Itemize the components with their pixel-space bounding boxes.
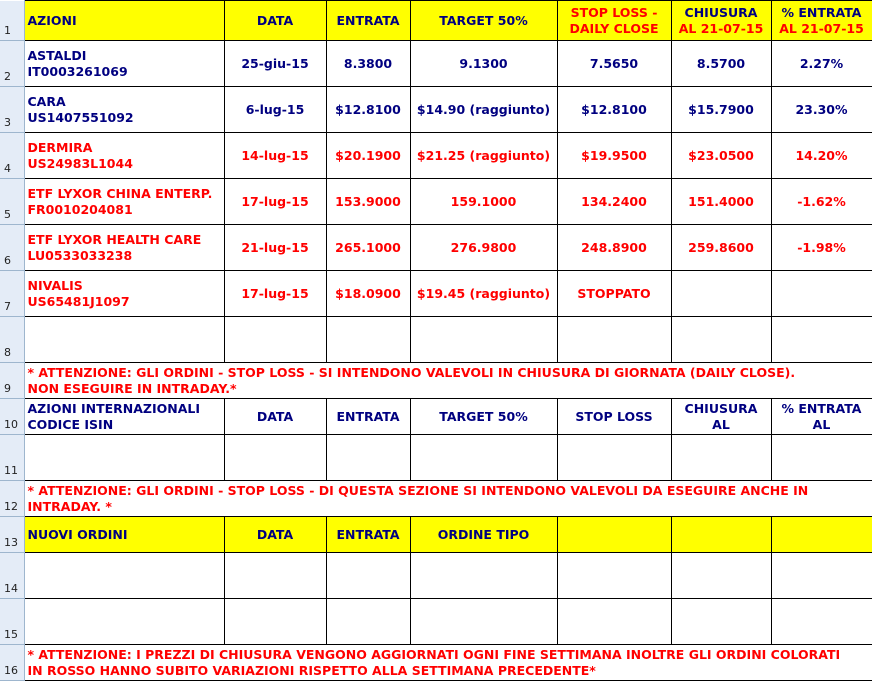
note-row: [0, 363, 872, 399]
stock-name: CARA: [27, 93, 66, 109]
stop-loss-note-line2: NON ESEGUIRE IN INTRADAY.*: [27, 380, 237, 396]
intl-header-pct-line1: % ENTRATA: [781, 400, 862, 416]
stock-entrata[interactable]: 265.1000: [326, 225, 410, 271]
stock-stop-loss[interactable]: $19.9500: [557, 133, 671, 179]
intl-header-data[interactable]: DATA: [224, 399, 326, 435]
empty-cell[interactable]: [771, 599, 872, 645]
stock-entrata[interactable]: 153.9000: [326, 179, 410, 225]
empty-cell[interactable]: [224, 435, 326, 481]
row-number[interactable]: 6: [0, 225, 24, 271]
stock-name-cell[interactable]: [24, 41, 224, 87]
empty-cell[interactable]: [671, 599, 771, 645]
row-number[interactable]: 12: [0, 481, 24, 517]
stock-isin: LU0533033238: [27, 247, 133, 263]
row-number[interactable]: 11: [0, 435, 24, 481]
row-number[interactable]: 15: [0, 599, 24, 645]
empty-cell[interactable]: [771, 517, 872, 553]
empty-row: [0, 435, 872, 481]
row-number[interactable]: 1: [0, 1, 24, 41]
stock-stop-loss[interactable]: STOPPATO: [557, 271, 671, 317]
empty-cell[interactable]: [557, 599, 671, 645]
empty-cell[interactable]: [224, 599, 326, 645]
stock-entrata[interactable]: $12.8100: [326, 87, 410, 133]
stock-name: ASTALDI: [27, 47, 87, 63]
stock-stop-loss[interactable]: 7.5650: [557, 41, 671, 87]
closing-prices-note-line1: * ATTENZIONE: I PREZZI DI CHIUSURA VENGONO AGGIORNATI OGNI FINE SETTIMANA INOLTRE GLI ORDINI COLORATI: [27, 646, 841, 662]
row-number[interactable]: 10: [0, 399, 24, 435]
stock-date[interactable]: 6-lug-15: [224, 87, 326, 133]
stock-name-cell[interactable]: [24, 225, 224, 271]
empty-row: [0, 317, 872, 363]
stock-chiusura[interactable]: 259.8600: [671, 225, 771, 271]
header-chiusura[interactable]: [671, 1, 771, 41]
stock-entrata[interactable]: 8.3800: [326, 41, 410, 87]
stock-pct[interactable]: 23.30%: [771, 87, 872, 133]
empty-cell[interactable]: [410, 553, 557, 599]
intl-header-target[interactable]: TARGET 50%: [410, 399, 557, 435]
stock-stop-loss[interactable]: $12.8100: [557, 87, 671, 133]
header-entrata-pct[interactable]: [771, 1, 872, 41]
stock-row: [0, 271, 872, 317]
stock-name-cell[interactable]: [24, 87, 224, 133]
stock-isin: IT0003261069: [27, 63, 128, 79]
row-number[interactable]: 7: [0, 271, 24, 317]
empty-cell[interactable]: [326, 599, 410, 645]
stock-date[interactable]: 17-lug-15: [224, 271, 326, 317]
empty-cell[interactable]: [771, 317, 872, 363]
note-row: [0, 645, 872, 681]
row-number[interactable]: 9: [0, 363, 24, 399]
empty-cell[interactable]: [671, 517, 771, 553]
empty-cell[interactable]: [557, 517, 671, 553]
empty-cell[interactable]: [410, 317, 557, 363]
stop-loss-note[interactable]: [24, 363, 872, 399]
header-stop-loss-line1: STOP LOSS -: [570, 4, 658, 20]
intl-header-chiusura-line1: CHIUSURA: [684, 400, 758, 416]
stock-row: [0, 41, 872, 87]
stock-target[interactable]: $14.90 (raggiunto): [410, 87, 557, 133]
stock-name: DERMIRA: [27, 139, 93, 155]
stock-chiusura[interactable]: $15.7900: [671, 87, 771, 133]
closing-prices-note[interactable]: [24, 645, 872, 681]
empty-cell[interactable]: [557, 317, 671, 363]
empty-cell[interactable]: [326, 553, 410, 599]
stock-name-cell[interactable]: [24, 179, 224, 225]
empty-cell[interactable]: [557, 435, 671, 481]
stock-chiusura[interactable]: $23.0500: [671, 133, 771, 179]
empty-cell[interactable]: [671, 435, 771, 481]
stock-target[interactable]: 159.1000: [410, 179, 557, 225]
orders-header-entrata[interactable]: ENTRATA: [326, 517, 410, 553]
stock-pct[interactable]: 14.20%: [771, 133, 872, 179]
stock-name-cell[interactable]: [24, 271, 224, 317]
orders-header-row: [0, 517, 872, 553]
stock-pct[interactable]: [771, 271, 872, 317]
header-stop-loss[interactable]: [557, 1, 671, 41]
orders-header-nuovi[interactable]: NUOVI ORDINI: [24, 517, 224, 553]
header-data[interactable]: DATA: [224, 1, 326, 41]
stock-row: [0, 225, 872, 271]
stock-name-cell[interactable]: [24, 133, 224, 179]
header-stop-loss-line2: DAILY CLOSE: [569, 20, 659, 36]
stock-target[interactable]: 276.9800: [410, 225, 557, 271]
intl-header-row: [0, 399, 872, 435]
empty-cell[interactable]: [410, 435, 557, 481]
empty-cell[interactable]: [410, 599, 557, 645]
empty-cell[interactable]: [24, 317, 224, 363]
stock-date[interactable]: 17-lug-15: [224, 179, 326, 225]
stock-chiusura[interactable]: 151.4000: [671, 179, 771, 225]
orders-header-tipo[interactable]: ORDINE TIPO: [410, 517, 557, 553]
empty-cell[interactable]: [326, 317, 410, 363]
stock-isin: US24983L1044: [27, 155, 133, 171]
stock-name: NIVALIS: [27, 277, 83, 293]
stock-pct[interactable]: -1.62%: [771, 179, 872, 225]
stock-chiusura[interactable]: 8.5700: [671, 41, 771, 87]
stock-row: [0, 179, 872, 225]
intl-header-pct[interactable]: [771, 399, 872, 435]
empty-cell[interactable]: [24, 553, 224, 599]
stock-entrata[interactable]: $18.0900: [326, 271, 410, 317]
header-row: [0, 1, 872, 41]
empty-cell[interactable]: [671, 553, 771, 599]
stock-target[interactable]: $21.25 (raggiunto): [410, 133, 557, 179]
empty-cell[interactable]: [224, 553, 326, 599]
intraday-note[interactable]: [24, 481, 872, 517]
stock-row: [0, 87, 872, 133]
row-number[interactable]: 4: [0, 133, 24, 179]
stock-target[interactable]: 9.1300: [410, 41, 557, 87]
empty-cell[interactable]: [771, 435, 872, 481]
empty-cell[interactable]: [24, 435, 224, 481]
header-target[interactable]: TARGET 50%: [410, 1, 557, 41]
stock-name: ETF LYXOR HEALTH CARE: [27, 231, 202, 247]
closing-prices-note-line2: IN ROSSO HANNO SUBITO VARIAZIONI RISPETTO ALLA SETTIMANA PRECEDENTE*: [27, 662, 596, 678]
header-chiusura-line1: CHIUSURA: [684, 4, 758, 20]
header-azioni[interactable]: AZIONI: [24, 1, 224, 41]
intl-header-pct-line2: AL: [812, 416, 831, 432]
stock-date[interactable]: 21-lug-15: [224, 225, 326, 271]
row-number[interactable]: 16: [0, 645, 24, 681]
stock-row: [0, 133, 872, 179]
empty-cell[interactable]: [326, 435, 410, 481]
empty-cell[interactable]: [557, 553, 671, 599]
stock-entrata[interactable]: $20.1900: [326, 133, 410, 179]
header-entrata-pct-line1: % ENTRATA: [781, 4, 862, 20]
note-row: [0, 481, 872, 517]
stock-pct[interactable]: 2.27%: [771, 41, 872, 87]
stock-pct[interactable]: -1.98%: [771, 225, 872, 271]
row-number[interactable]: 8: [0, 317, 24, 363]
intraday-note-line2: INTRADAY. *: [27, 498, 112, 514]
stock-date[interactable]: 25-giu-15: [224, 41, 326, 87]
orders-header-data[interactable]: DATA: [224, 517, 326, 553]
stock-target[interactable]: $19.45 (raggiunto): [410, 271, 557, 317]
stock-stop-loss[interactable]: 248.8900: [557, 225, 671, 271]
intl-header-chiusura-line2: AL: [712, 416, 730, 432]
header-entrata[interactable]: ENTRATA: [326, 1, 410, 41]
empty-row: [0, 553, 872, 599]
row-number[interactable]: 2: [0, 41, 24, 87]
stock-name: ETF LYXOR CHINA ENTERP.: [27, 185, 213, 201]
intl-header-chiusura[interactable]: [671, 399, 771, 435]
empty-cell[interactable]: [771, 553, 872, 599]
header-entrata-pct-line2: AL 21-07-15: [779, 20, 864, 36]
intl-header-azioni[interactable]: [24, 399, 224, 435]
intl-header-entrata[interactable]: ENTRATA: [326, 399, 410, 435]
row-number[interactable]: 5: [0, 179, 24, 225]
row-number[interactable]: 3: [0, 87, 24, 133]
empty-cell[interactable]: [224, 317, 326, 363]
intl-header-stop-loss[interactable]: STOP LOSS: [557, 399, 671, 435]
stock-isin: US1407551092: [27, 109, 134, 125]
empty-cell[interactable]: [24, 599, 224, 645]
intl-header-azioni-line2: CODICE ISIN: [27, 416, 114, 432]
row-number[interactable]: 14: [0, 553, 24, 599]
intraday-note-line1: * ATTENZIONE: GLI ORDINI - STOP LOSS - DI QUESTA SEZIONE SI INTENDONO VALEVOLI DA ESEGUIRE ANCHE IN: [27, 482, 809, 498]
header-chiusura-line2: AL 21-07-15: [678, 20, 764, 36]
stock-date[interactable]: 14-lug-15: [224, 133, 326, 179]
intl-header-azioni-line1: AZIONI INTERNAZIONALI: [27, 400, 201, 416]
stock-stop-loss[interactable]: 134.2400: [557, 179, 671, 225]
stock-chiusura[interactable]: [671, 271, 771, 317]
stock-isin: FR0010204081: [27, 201, 133, 217]
row-number[interactable]: 13: [0, 517, 24, 553]
stop-loss-note-line1: * ATTENZIONE: GLI ORDINI - STOP LOSS - SI INTENDONO VALEVOLI IN CHIUSURA DI GIORNATA (DAILY CLOSE).: [27, 364, 796, 380]
empty-row: [0, 599, 872, 645]
stock-isin: US65481J1097: [27, 293, 130, 309]
empty-cell[interactable]: [671, 317, 771, 363]
